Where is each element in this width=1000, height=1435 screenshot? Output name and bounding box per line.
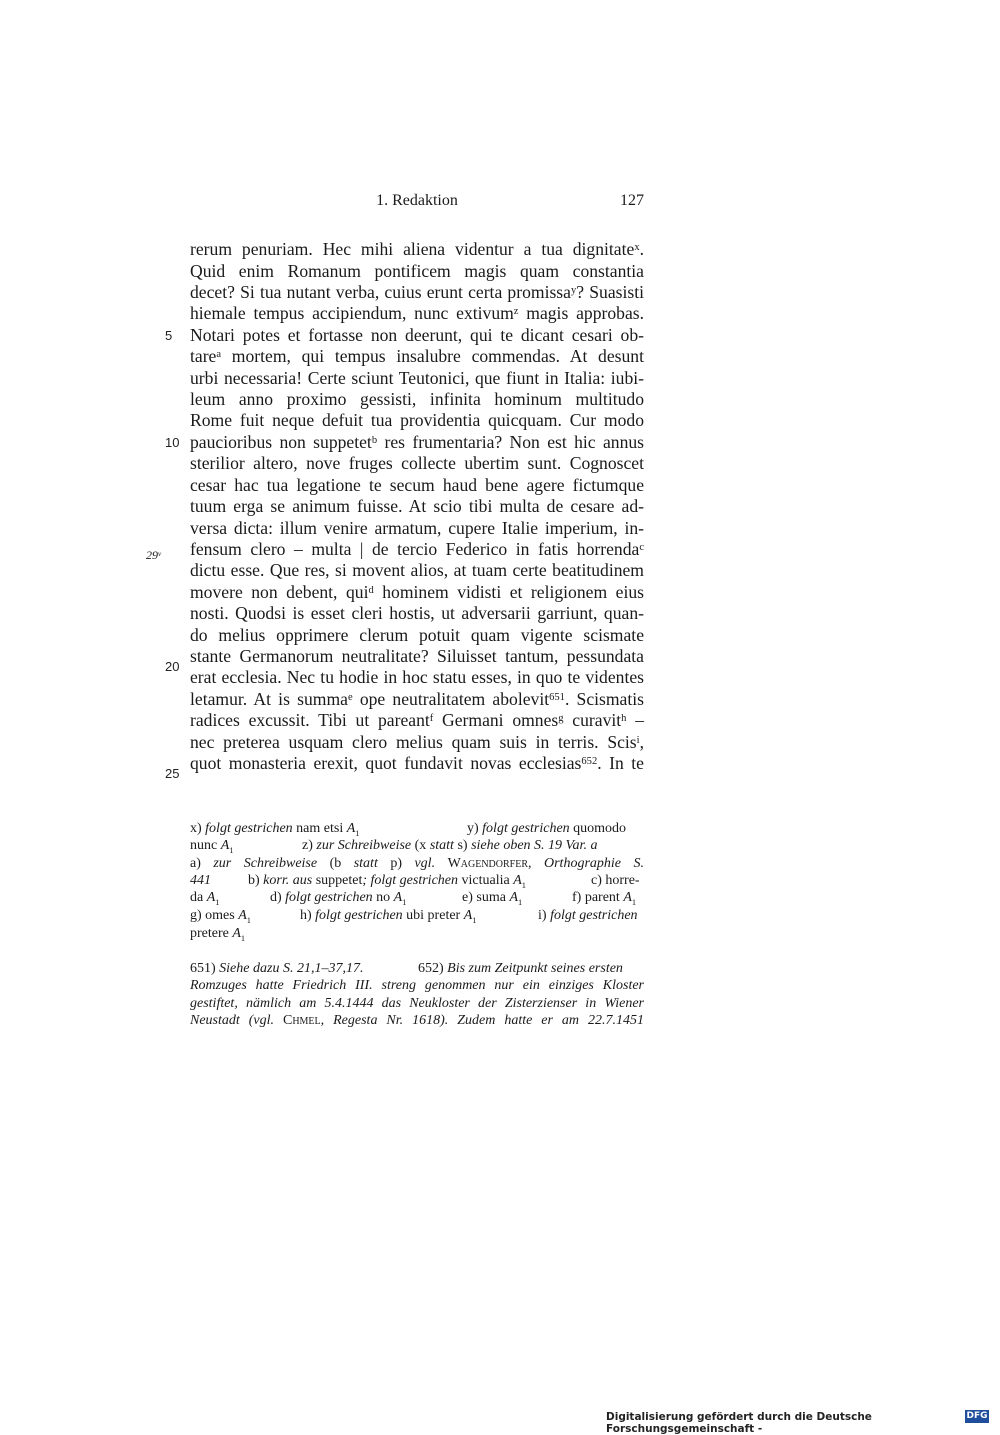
variant-line [190, 907, 644, 925]
page-number: 127 [620, 192, 644, 209]
note-line [190, 960, 644, 978]
text-line: leum anno proximo gessisti, infinita hominum multitudo [190, 389, 644, 409]
note-line: Neustadt (vgl. Chmel, Regesta Nr. 1618). Zudem hatte er am 22.7.1451 [190, 1013, 644, 1028]
running-title: 1. Redaktion [376, 192, 458, 209]
line-number-5: 5 [165, 328, 173, 343]
text-line: dictu esse. Que res, si movent alios, at tuam certe beatitudinem [190, 560, 644, 580]
variant-line: nunc $A_1$ z) zur Schreibweise (x statt s) siehe oben S. 19 Var. a [190, 838, 598, 855]
variant-h: h) folgt gestrichen ubi preter $A_1$ [300, 908, 477, 925]
variant-e: e) suma $A_1$ [462, 890, 523, 907]
line-number-20: 20 [165, 659, 180, 674]
text-line: stante Germanorum neutralitate? Siluisset tantum, pessundata [190, 646, 644, 666]
note-651: 651) Siehe dazu S. 21,1–37,17. [190, 961, 364, 976]
folio-marker: 29$^v$ [146, 548, 162, 562]
variant-line: pretere $A_1$ [190, 926, 246, 943]
text-line: rerum penuriam. Hec mihi aliena videntur a tua dignitate$^x$. [190, 239, 644, 259]
variant-d: d) folgt gestrichen no $A_1$ [270, 890, 407, 907]
variant-g: g) omes $A_1$ [190, 908, 251, 925]
running-header [190, 192, 644, 216]
text-line: decet? Si tua nutant verba, cuius erunt certa promissa$^y$? Suasisti [190, 282, 644, 302]
text-line: radices excussit. Tibi ut pareant$^f$ Germani omnes$^g$ curavit$^h$ – [190, 710, 644, 730]
variant-z: z) zur Schreibweise (x statt s) siehe oben S. 19 Var. a [302, 838, 598, 853]
line-number-10: 10 [165, 435, 180, 450]
text-line: tare$^a$ mortem, qui tempus insalubre commendas. At desunt [190, 346, 644, 366]
text-line: nec preterea usquam clero melius quam suis in terris. Scis$^i$, [190, 732, 644, 752]
variant-f: f) parent $A_1$ [572, 890, 637, 907]
note-line: gestiftet, nämlich am 5.4.1444 das Neukloster der Zisterzienser in Wiener [190, 996, 644, 1011]
text-line: tuum erga se animum fuisse. At scio tibi multa de cesare ad- [190, 496, 644, 516]
text-line: cesar hac tua legatione te secum haud bene agere fictumque [190, 475, 644, 495]
text-line: paucioribus non suppetet$^b$ res frumentaria? Non est hic annus [190, 432, 645, 452]
variant-line: 441 b) korr. aus suppetet; folgt gestrichen victualia $A_1$ c) horre- [190, 873, 640, 890]
variant-a: a) zur Schreibweise (b statt p) vgl. Wagendorfer, Orthographie S. [190, 856, 644, 871]
text-line: do melius opprimere clerum potuit quam vigente scismate [190, 625, 644, 645]
text-line: erat ecclesia. Nec tu hodie in hoc statu esses, in quo te videntes [190, 667, 644, 687]
text-line: versa dicta: illum venire armatum, cupere Italie imperium, in- [190, 518, 644, 538]
note-652: 652) Bis zum Zeitpunkt seines ersten [418, 961, 623, 976]
text-line: sterilior altero, nove fruges collecte ubertim sunt. Cognoscet [190, 453, 644, 473]
variant-line [190, 820, 644, 838]
note-line: Romzuges hatte Friedrich III. streng genommen nur ein einziges Kloster [190, 978, 644, 993]
digitization-credit: Digitalisierung gefördert durch die Deutsche Forschungsgemeinschaft - [606, 1411, 872, 1435]
variant-y: y) folgt gestrichen quomodo [467, 821, 627, 836]
variant-i: i) folgt gestrichen [538, 908, 638, 923]
variant-c: c) horre- [591, 873, 640, 888]
text-line: nosti. Quodsi is esset cleri hostis, ut adversarii garriunt, quan- [190, 603, 644, 623]
text-line: fensum clero – multa | de tercio Federico in fatis horrenda$^c$ [190, 539, 644, 559]
text-line: Notari potes et fortasse non deerunt, qui te dicant cesari ob- [190, 325, 644, 345]
text-line: movere non debent, qui$^d$ hominem vidisti et religionem eius [190, 582, 644, 602]
text-line: Quid enim Romanum pontificem magis quam constantia [190, 261, 644, 281]
variant-x: x) folgt gestrichen nam etsi $A_1$ [190, 821, 360, 838]
dfg-logo-icon: DFG [966, 1411, 988, 1421]
text-line: Rome fuit neque defuit tua providentia quicquam. Cur modo [190, 410, 644, 430]
variant-line: da $A_1$ d) folgt gestrichen no $A_1$ e) suma $A_1$ f) parent $A_1$ [190, 890, 637, 907]
text-line: quot monasteria erexit, quot fundavit novas ecclesias$^{652}$. In te [190, 753, 644, 773]
text-line: letamur. At is summa$^e$ ope neutralitatem abolevit$^{651}$. Scismatis [190, 689, 644, 709]
line-number-25: 25 [165, 766, 180, 781]
variant-b: b) korr. aus suppetet; folgt gestrichen victualia $A_1$ [248, 873, 526, 890]
text-line: hiemale tempus accipiendum, nunc extivum$^z$ magis approbas. [190, 303, 644, 323]
text-line: urbi necessaria! Certe sciunt Teutonici, que fiunt in Italia: iubi- [190, 368, 644, 388]
